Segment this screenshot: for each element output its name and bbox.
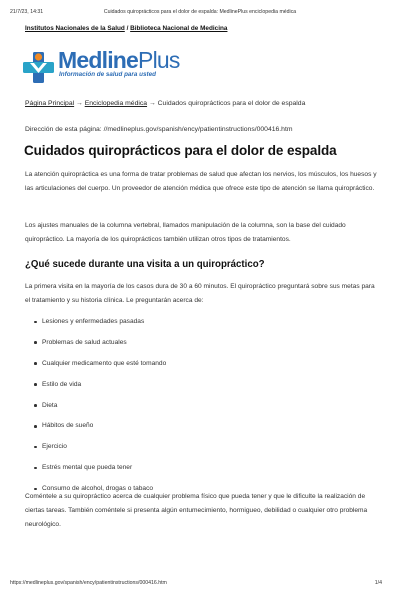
print-timestamp: 21/7/23, 14:31 [10,9,44,15]
list-item: Dieta [34,400,166,421]
breadcrumb-arrow-2: → [148,100,156,107]
list-item: Estrés mental que pueda tener [34,462,166,483]
breadcrumb-arrow-1: → [76,100,83,107]
list-item: Hábitos de sueño [34,420,166,441]
list-item: Consumo de alcohol, drogas o tabaco [34,483,166,504]
history-list [34,316,166,504]
logo-brand-light: Plus [138,47,180,73]
print-page-number: 1/4 [374,580,382,586]
list-item: Estilo de vida [34,379,166,400]
breadcrumb-home-link[interactable]: Página Principal [25,100,75,107]
org-separator: / [126,25,129,32]
breadcrumb [25,100,305,107]
logo-brand [58,47,180,74]
institutos-link[interactable]: Institutos Nacionales de la Salud [25,25,125,32]
medlineplus-mark-icon [22,52,55,83]
first-visit-paragraph: La primera visita en la mayoría de los casos dura de 30 a 60 minutos. El quiropráctico preguntará sobre sus metas para el tratamiento y su historia clínica. Le preguntarán acerca de: [25,283,375,304]
print-footer-url: https://medlineplus.gov/spanish/ency/patientinstructions/000416.htm [10,580,167,586]
logo-brand-bold: Medline [58,47,139,73]
section-heading: ¿Qué sucede durante una visita a un quiropráctico? [25,259,265,270]
list-item: Problemas de salud actuales [34,337,166,358]
medlineplus-logo[interactable] [22,44,192,84]
physical-problems-paragraph: Coméntele a su quiropráctico acerca de cualquier problema físico que pueda tener y que le dificulte la realización de ciertas tareas. También coméntele si presenta algún entumecimiento, hormigueo, debilidad o cualquier otro problema neurológico. [25,493,368,528]
manipulation-paragraph: Los ajustes manuales de la columna vertebral, llamados manipulación de la columna, son la base del cuidado quiropráctico. La mayoría de los quiroprácticos también utilizan otros tipos de tratamientos. [25,222,346,243]
intro-paragraph: La atención quiropráctica es una forma de tratar problemas de salud que afectan los nervios, los músculos, los huesos y las articulaciones del cuerpo. Un proveedor de atención médica que ofrece este tipo de atención se llama quiropráctico. [25,171,377,192]
list-item: Ejercicio [34,441,166,462]
breadcrumb-encyclopedia-link[interactable]: Enciclopedia médica [84,100,148,107]
org-line [25,25,227,32]
page-address: Dirección de esta página: //medlineplus.gov/spanish/ency/patientinstructions/000416.htm [25,126,293,133]
breadcrumb-current: Cuidados quiroprácticos para el dolor de espalda [157,100,306,107]
biblioteca-link[interactable]: Biblioteca Nacional de Medicina [130,25,228,32]
list-item: Lesiones y enfermedades pasadas [34,316,166,337]
print-page-title: Cuidados quiroprácticos para el dolor de espalda: MedlinePlus enciclopedia médica [103,9,297,15]
page-title: Cuidados quiroprácticos para el dolor de espalda [24,143,337,158]
list-item: Cualquier medicamento que esté tomando [34,358,166,379]
print-header [10,9,390,19]
logo-tagline: Información de salud para usted [59,71,156,78]
